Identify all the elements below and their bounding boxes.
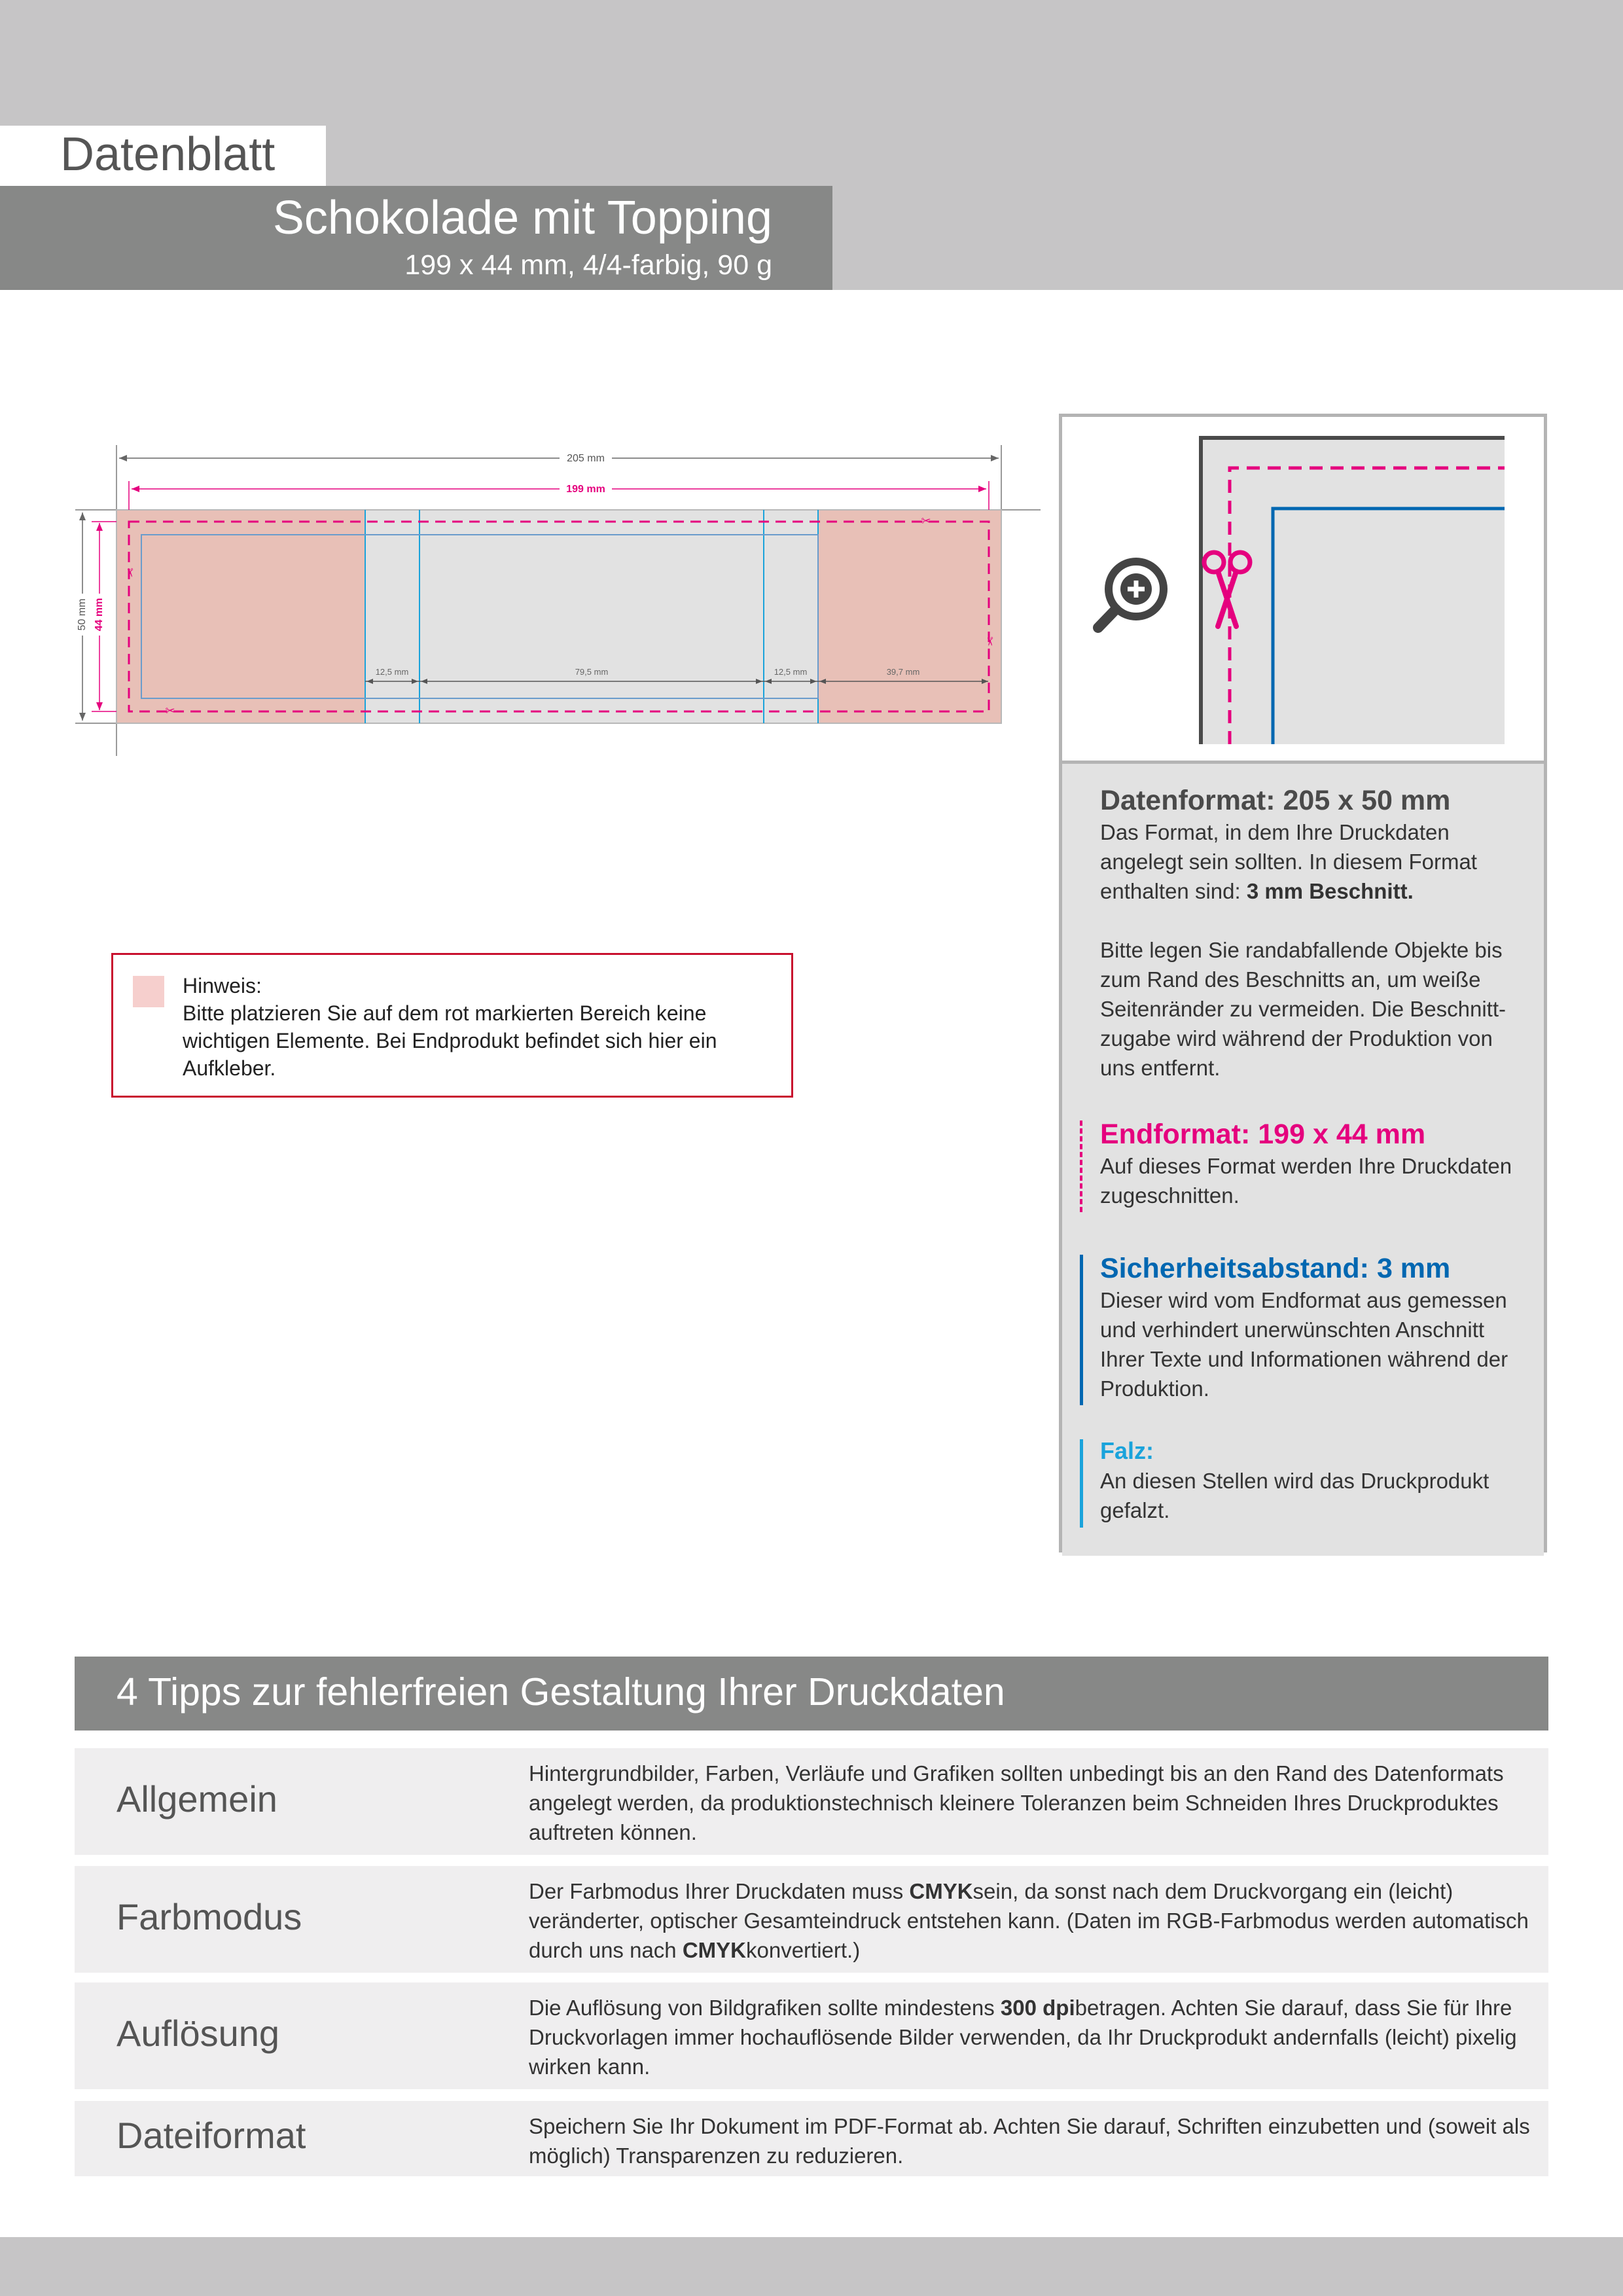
tip-text-bold: 300 dpi [1000,1996,1075,2020]
tip-text: Hintergrundbilder, Farben, Verläufe und Grafiken sollten unbedingt bis an den Rand des Datenformats angelegt werden, da produktionstechnisch kleinere Toleranzen beim Schneiden Ihres Druckproduktes auftreten können. [529,1761,1504,1844]
tip-row-allgemein [75,1748,1548,1855]
dim-final-height: 44 mm [94,598,105,632]
title-bar [0,186,832,290]
tip-text-part: sein, da sonst nach dem Druckvorgang ein (leicht) veränderter, optischer Gesamteindruck entstehen kann. (Daten im RGB-Farbmodus werden automatisch durch uns nach [529,1879,1529,1962]
tip-text [529,1993,1537,2081]
hint-body: Bitte platzieren Sie auf dem rot markierten Bereich keine wichtigen Elemente. Bei Endprodukt befindet sich hier ein Aufkleber. [183,1001,717,1080]
layout-diagram [72,442,1054,772]
datenformat-text-bold: 3 mm Beschnitt. [1246,879,1414,903]
hint-text [183,972,772,1082]
tip-text [529,1876,1537,1965]
dim-arrow-right [991,455,999,461]
datenformat-text-main: Das Format, in dem Ihre Druckdaten angelegt sein sollten. In diesem Format enthalten sind: [1100,820,1477,903]
tips-header [75,1657,1548,1731]
tip-label: Allgemein [116,1778,277,1820]
hint-box [111,953,793,1098]
tip-text-part: betragen. Achten Sie darauf, dass Sie für Ihre Druckvorlagen immer hochauflösende Bilder verwenden, da Ihr Druckprodukt andernfalls (leicht) pixelig wirken kann. [529,1996,1517,2079]
sticker-color-swatch [133,976,164,1007]
tip-row-dateiformat [75,2101,1548,2176]
dim-seg1: 12,5 mm [375,667,409,677]
scissors-mark-top: ✂ [921,514,931,528]
dim-arrow-bottom-pink [96,702,103,710]
dim-arrow-top-pink [96,523,103,531]
endformat-section [1100,1117,1532,1210]
hint-title: Hinweis: [183,974,262,997]
endformat-text: Auf dieses Format werden Ihre Druckdaten zugeschnitten. [1100,1154,1512,1208]
endformat-heading: Endformat: 199 x 44 mm [1100,1119,1426,1150]
dim-arrow-bottom [79,713,86,721]
dim-total-height: 50 mm [77,598,88,631]
layout-diagram-svg [72,442,1054,769]
sicherheit-section [1100,1251,1532,1403]
footer-band [0,2237,1623,2296]
datenformat-text-2: Bitte legen Sie randabfallende Objekte bis zum Rand des Beschnitts an, um weiße Seitenränder zu vermeiden. Die Beschnitt-zugabe wird während der Produktion von uns entfernt. [1100,938,1506,1080]
sicherheit-text: Dieser wird vom Endformat aus gemessen und verhindert unerwünschten Anschnitt Ihrer Texte und Informationen während der Produktion. [1100,1288,1508,1401]
dim-arrow-right-pink [978,486,986,492]
sticker-zone-left [116,510,365,723]
scissors-mark-bottom: ✂ [165,704,175,717]
product-subtitle: 199 x 44 mm, 4/4-farbig, 90 g [404,249,772,281]
legend-text-area [1062,761,1544,1556]
dim-total-width: 205 mm [567,453,605,465]
datenformat-heading: Datenformat: 205 x 50 mm [1100,785,1451,816]
legend-panel [1059,414,1547,1552]
tip-label: Dateiformat [116,2115,306,2156]
datasheet-tab [0,126,326,186]
falz-text: An diesen Stellen wird das Druckprodukt gefalzt. [1100,1469,1489,1522]
falz-marker [1080,1439,1083,1528]
tip-text-part: Der Farbmodus Ihrer Druckdaten muss [529,1879,910,1903]
tip-text-bold: CMYK [682,1938,746,1962]
sticker-zone-right [818,510,1001,723]
endformat-marker [1080,1121,1082,1212]
dim-arrow-left-pink [132,486,139,492]
tip-row-farbmodus [75,1866,1548,1973]
tip-text-part: konvertiert.) [746,1938,861,1962]
tip-label: Auflösung [116,2013,280,2054]
dim-arrow-top [79,512,86,520]
illustration-data-area [1200,437,1505,744]
dim-seg2: 79,5 mm [575,667,609,677]
datenformat-text [1100,817,1532,906]
tip-label: Farbmodus [116,1896,302,1937]
dim-final-width: 199 mm [566,484,605,495]
scissors-mark-left: ✂ [123,567,137,578]
dim-seg4: 39,7 mm [886,667,920,677]
tips-heading: 4 Tipps zur fehlerfreien Gestaltung Ihrer Druckdaten [116,1670,1005,1713]
tip-text-part: Die Auflösung von Bildgrafiken sollte mindestens [529,1996,1001,2020]
tip-text: Speichern Sie Ihr Dokument im PDF-Format ab. Achten Sie darauf, Schriften einzubetten und (soweit als möglich) Transparenzen zu reduzieren. [529,2114,1530,2168]
zoom-plus-icon [1098,562,1164,628]
dim-seg3: 12,5 mm [774,667,808,677]
sicherheit-heading: Sicherheitsabstand: 3 mm [1100,1253,1451,1284]
tip-text-bold: CMYK [909,1879,973,1903]
datenformat-section [1100,783,1532,1083]
sicherheit-marker [1080,1255,1083,1405]
product-title: Schokolade mit Topping [272,192,772,244]
scissors-mark-right: ✂ [983,636,997,647]
falz-heading: Falz: [1100,1437,1154,1464]
falz-section [1100,1436,1532,1525]
datasheet-tab-label: Datenblatt [60,128,276,181]
legend-illustration [1062,417,1544,757]
tip-row-aufloesung [75,1982,1548,2089]
dim-arrow-left [119,455,127,461]
